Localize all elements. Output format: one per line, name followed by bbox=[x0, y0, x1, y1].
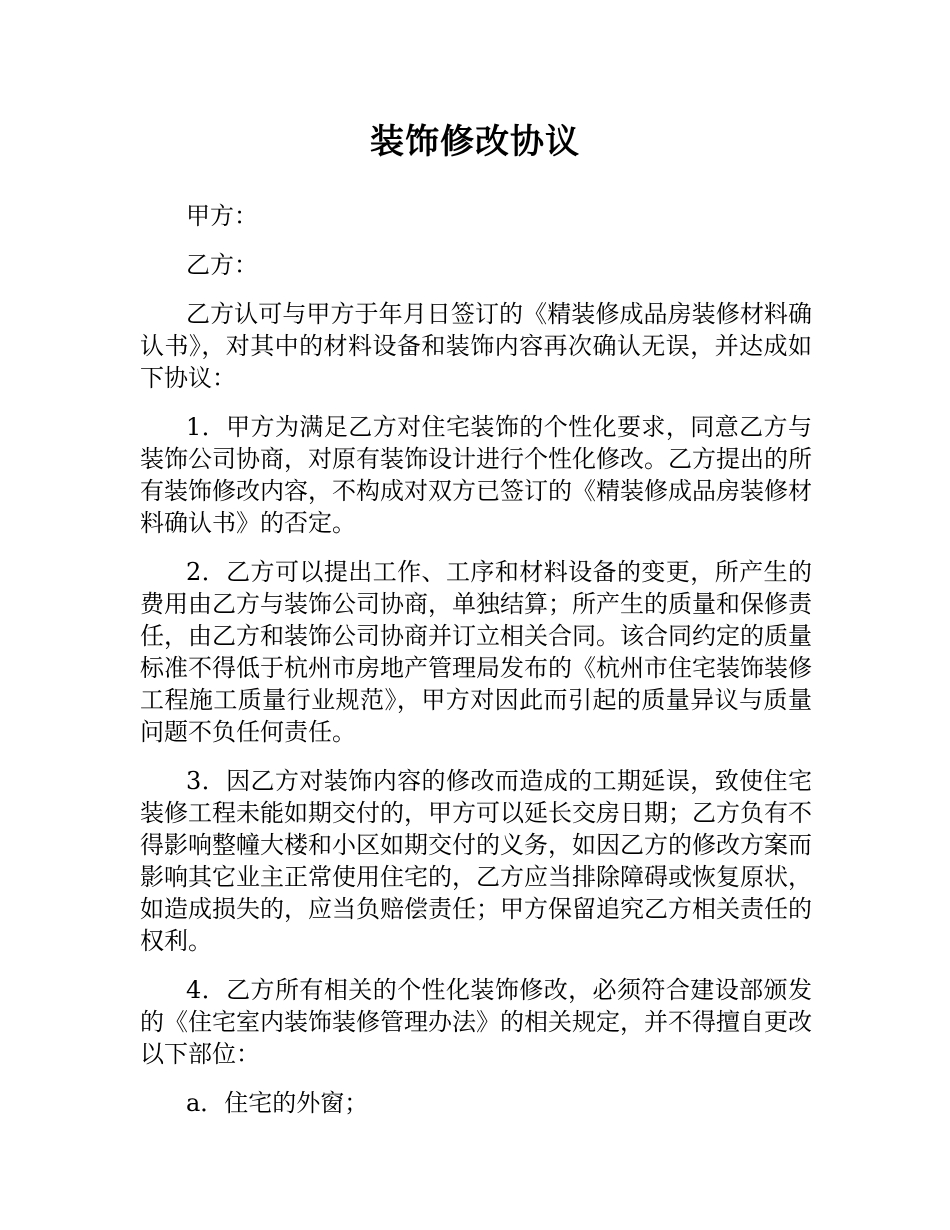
document-body bbox=[140, 200, 812, 1136]
clause-2: 2．乙方可以提出工作、工序和材料设备的变更，所产生的费用由乙方与装饰公司协商，单独结算；所产生的质量和保修责任，由乙方和装饰公司协商并订立相关合同。该合同约定的质量标准不得低于杭州市房地产管理局发布的《杭州市住宅装饰装修工程施工质量行业规范》，甲方对因此而引起的质量异议与质量问题不负任何责任。 bbox=[140, 558, 812, 746]
party-b-line: 乙方： bbox=[186, 251, 258, 279]
document-title: 装饰修改协议 bbox=[370, 122, 580, 162]
intro-paragraph: 乙方认可与甲方于年月日签订的《精装修成品房装修材料确认书》，对其中的材料设备和装饰内容再次确认无误，并达成如下协议： bbox=[140, 300, 812, 392]
clause-1: 1．甲方为满足乙方对住宅装饰的个性化要求，同意乙方与装饰公司协商，对原有装饰设计进行个性化修改。乙方提出的所有装饰修改内容，不构成对双方已签订的《精装修成品房装修材料确认书》的否定。 bbox=[140, 413, 812, 537]
party-a-line: 甲方： bbox=[186, 202, 258, 230]
clause-3: 3．因乙方对装饰内容的修改而造成的工期延误，致使住宅装修工程未能如期交付的，甲方可以延长交房日期；乙方负有不得影响整幢大楼和小区如期交付的义务，如因乙方的修改方案而影响其它业主正常使用住宅的，乙方应当排除障碍或恢复原状，如造成损失的，应当负赔偿责任；甲方保留追究乙方相关责任的权利。 bbox=[140, 767, 812, 955]
clause-4-item-a: a．住宅的外窗； bbox=[186, 1089, 369, 1117]
clause-4: 4．乙方所有相关的个性化装饰修改，必须符合建设部颁发的《住宅室内装饰装修管理办法》的相关规定，并不得擅自更改以下部位： bbox=[140, 976, 812, 1068]
